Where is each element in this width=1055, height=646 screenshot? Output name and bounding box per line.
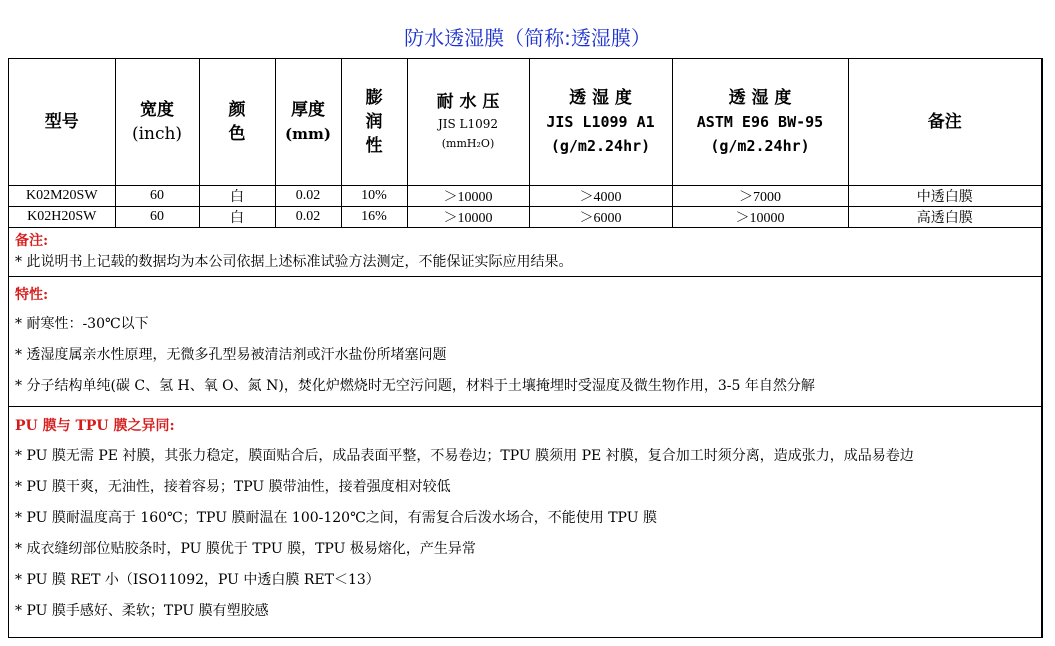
header-mvtr-jis: 透 湿 度 JIS L1099 A1 (g/m2.24hr) [529, 59, 672, 186]
features-heading: 特性: [15, 287, 49, 303]
cell-thickness: 0.02 [275, 186, 341, 207]
cell-remark: 中透白膜 [848, 186, 1041, 207]
header-mvtr-astm: 透 湿 度 ASTM E96 BW-95 (g/m2.24hr) [672, 59, 848, 186]
compare-item: * PU 膜干爽，无油性，接着容易；TPU 膜带油性，接着强度相对较低 [15, 479, 451, 495]
features-item: * 耐寒性：-30℃以下 [15, 316, 149, 332]
table-row [9, 207, 1041, 228]
cell-color: 白 [199, 186, 275, 207]
cell-pressure: ＞10000 [407, 186, 529, 207]
features-item: * 分子结构单纯(碳 C、氢 H、氧 O、氮 N)，焚化炉燃烧时无空污问题，材料于土壤掩埋时受湿度及微生物作用，3-5 年自然分解 [15, 378, 815, 394]
header-model: 型号 [9, 59, 115, 186]
compare-item: * PU 膜无需 PE 衬膜，其张力稳定，膜面贴合后，成品表面平整，不易卷边；TPU 膜须用 PE 衬膜，复合加工时须分离，造成张力，成品易卷边 [15, 448, 914, 464]
cell-mvtr-astm: ＞10000 [672, 207, 848, 228]
spec-sheet [8, 58, 1043, 638]
header-color: 颜 色 [199, 59, 275, 186]
table-header-row [9, 59, 1041, 186]
header-pressure: 耐 水 压 JIS L1092 (mmH₂O) [407, 59, 529, 186]
notes-section [9, 228, 1041, 276]
table-row [9, 186, 1041, 207]
features-item: * 透湿度属亲水性原理，无微多孔型易被清洁剂或汗水盐份所堵塞问题 [15, 347, 447, 363]
compare-item: * PU 膜手感好、柔软；TPU 膜有塑胶感 [15, 603, 269, 619]
cell-mvtr-astm: ＞7000 [672, 186, 848, 207]
cell-swell: 10% [341, 186, 407, 207]
cell-mvtr-jis: ＞6000 [529, 207, 672, 228]
features-section [9, 276, 1041, 406]
cell-model: K02M20SW [9, 186, 115, 207]
cell-pressure: ＞10000 [407, 207, 529, 228]
cell-remark: 高透白膜 [848, 207, 1041, 228]
spec-table [9, 59, 1041, 228]
cell-color: 白 [199, 207, 275, 228]
compare-heading: PU 膜与 TPU 膜之异同: [15, 418, 175, 434]
header-width: 宽度 (inch) [115, 59, 199, 186]
header-swell: 膨 润 性 [341, 59, 407, 186]
page-title: 防水透湿膜（简称:透湿膜） [404, 26, 651, 50]
notes-heading: 备注: [15, 233, 49, 249]
notes-item: * 此说明书上记载的数据均为本公司依据上述标准试验方法测定，不能保证实际应用结果。 [15, 254, 573, 270]
compare-item: * PU 膜 RET 小（ISO11092，PU 中透白膜 RET＜13） [15, 572, 380, 588]
compare-section [9, 406, 1041, 627]
header-thickness: 厚度 (mm) [275, 59, 341, 186]
cell-swell: 16% [341, 207, 407, 228]
compare-item: * 成衣缝纫部位贴胶条时，PU 膜优于 TPU 膜，TPU 极易熔化，产生异常 [15, 541, 476, 557]
header-remark: 备注 [848, 59, 1041, 186]
cell-mvtr-jis: ＞4000 [529, 186, 672, 207]
compare-item: * PU 膜耐温度高于 160℃；TPU 膜耐温在 100-120℃之间，有需复合后泼水场合，不能使用 TPU 膜 [15, 510, 657, 526]
cell-width: 60 [115, 186, 199, 207]
cell-model: K02H20SW [9, 207, 115, 228]
cell-width: 60 [115, 207, 199, 228]
cell-thickness: 0.02 [275, 207, 341, 228]
